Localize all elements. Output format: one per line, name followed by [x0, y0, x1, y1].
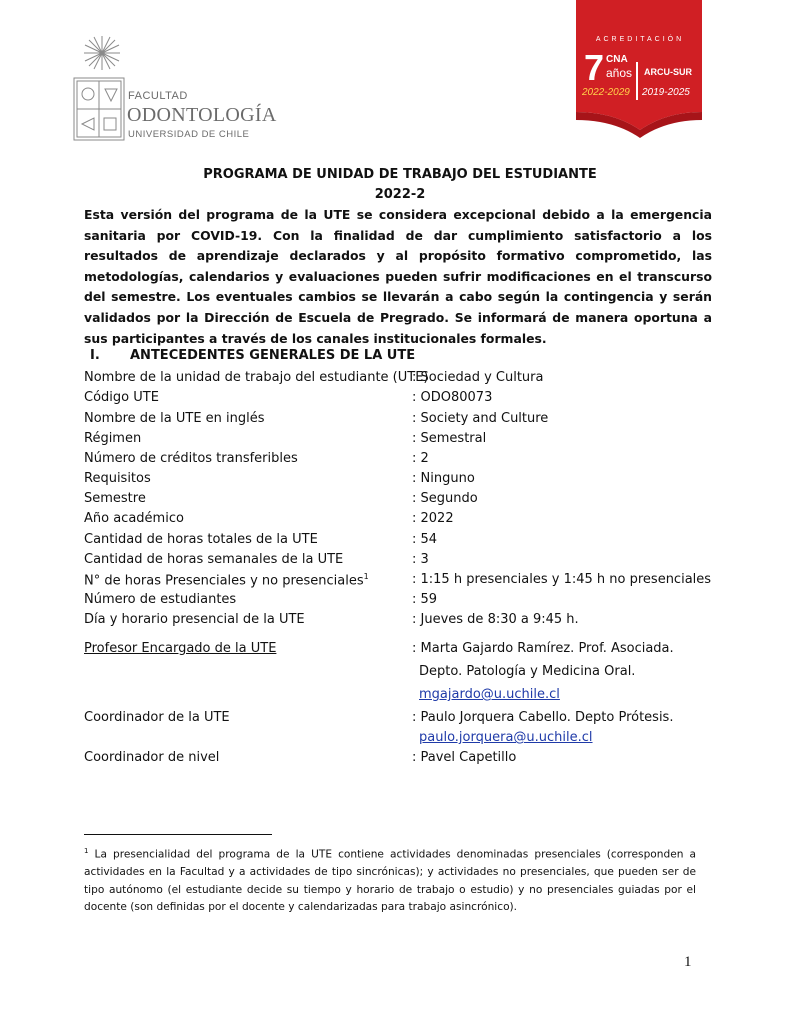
row-value: : Segundo — [412, 491, 478, 506]
arcu-sur-period: 2019-2025 — [642, 87, 690, 98]
professor-dept: Depto. Patología y Medicina Oral. — [419, 664, 636, 679]
accreditation-badge — [576, 0, 704, 140]
page-number: 1 — [684, 954, 692, 970]
professor-label: Profesor Encargado de la UTE — [84, 641, 277, 656]
intro-paragraph: Esta versión del programa de la UTE se considera excepcional debido a la emergencia sanitaria por COVID-19. Con la finalidad de dar cumplimiento satisfactorio a los resultados de aprendizaje declarados y al propósito formativo comprometido, las metodologías, calendarios y evaluaciones pueden sufrir modificaciones en el transcurso del semestre. Los eventuales cambios se llevarán a cabo según la contingencia y serán validados por la Dirección de Escuela de Pregrado. Se informará de manera oportuna a sus participantes a través de los canales institucionales formales. — [84, 207, 712, 346]
years-word: años — [606, 66, 633, 80]
row-label: Requisitos — [84, 471, 151, 486]
row-label-text: N° de horas Presenciales y no presenciales — [84, 573, 364, 589]
row-label: Número de estudiantes — [84, 592, 237, 607]
row-label — [84, 572, 369, 588]
footnote-ref[interactable]: 1 — [363, 572, 369, 581]
row-label: Cantidad de horas semanales de la UTE — [84, 552, 344, 567]
row-value: : 1:15 h presenciales y 1:45 h no presenciales — [412, 572, 712, 587]
footnote-separator — [84, 834, 272, 835]
section-number: I. — [90, 348, 100, 363]
university-name: UNIVERSIDAD DE CHILE — [128, 129, 250, 140]
coordinator-email-link[interactable]: paulo.jorquera@u.uchile.cl — [419, 730, 593, 745]
document-title: PROGRAMA DE UNIDAD DE TRABAJO DEL ESTUDIANTE — [203, 167, 597, 182]
level-coordinator-name: : Pavel Capetillo — [412, 750, 517, 765]
row-value: : Society and Culture — [412, 411, 549, 426]
section-title: ANTECEDENTES GENERALES DE LA UTE — [130, 348, 416, 363]
accreditation-years-number: 7 — [584, 47, 605, 88]
row-value: : 59 — [412, 592, 438, 607]
row-label: Código UTE — [84, 390, 159, 405]
footnote-mark: 1 — [84, 847, 89, 855]
row-value: : 3 — [412, 552, 429, 567]
row-value: : Semestral — [412, 431, 487, 446]
section-heading — [90, 348, 415, 363]
row-label: Año académico — [84, 511, 184, 526]
cna-period: 2022-2029 — [582, 87, 630, 98]
row-label: Cantidad de horas totales de la UTE — [84, 532, 318, 547]
row-label: Nombre de la unidad de trabajo del estudiante (UTE) — [84, 370, 429, 385]
faculty-name: ODONTOLOGÍA — [127, 104, 277, 126]
row-label: Semestre — [84, 491, 146, 506]
document-year: 2022-2 — [374, 187, 426, 202]
row-value: : 2022 — [412, 511, 454, 526]
row-label: Número de créditos transferibles — [84, 451, 298, 466]
level-coordinator-label: Coordinador de nivel — [84, 750, 220, 765]
row-label: Nombre de la UTE en inglés — [84, 411, 265, 426]
coordinator-name: : Paulo Jorquera Cabello. Depto Prótesis. — [412, 710, 674, 725]
row-label: Régimen — [84, 431, 142, 446]
cna-label: CNA — [606, 54, 628, 65]
coordinator-label: Coordinador de la UTE — [84, 710, 230, 725]
accreditation-label: ACREDITACIÓN — [595, 36, 685, 43]
row-value: : Sociedad y Cultura — [412, 370, 544, 385]
arcu-sur-label: ARCU-SUR — [644, 67, 692, 77]
row-value: : 54 — [412, 532, 438, 547]
professor-name: : Marta Gajardo Ramírez. Prof. Asociada. — [412, 641, 674, 656]
row-value: : Ninguno — [412, 471, 475, 486]
professor-email-link[interactable]: mgajardo@u.uchile.cl — [419, 687, 560, 702]
row-value: : Jueves de 8:30 a 9:45 h. — [412, 612, 579, 627]
faculty-prefix: FACULTAD — [128, 90, 188, 102]
footnote — [84, 843, 696, 917]
faculty-logo — [72, 34, 277, 146]
row-value: : 2 — [412, 451, 429, 466]
university-seal-icon — [72, 34, 132, 146]
row-value: : ODO80073 — [412, 390, 493, 405]
footnote-text: La presencialidad del programa de la UTE contiene actividades denominadas presenciales (corresponden a actividades en la Facultad y a actividades de tipo sincrónicas); y actividades no presenciales, que pueden ser de tipo autónomo (el estudiante decide su tiempo y horario de trabajo o estudio) y no presenciales guiadas por el docente (son definidas por el docente y calendarizadas para trabajo asincrónico). — [84, 848, 697, 914]
row-label: Día y horario presencial de la UTE — [84, 612, 305, 627]
